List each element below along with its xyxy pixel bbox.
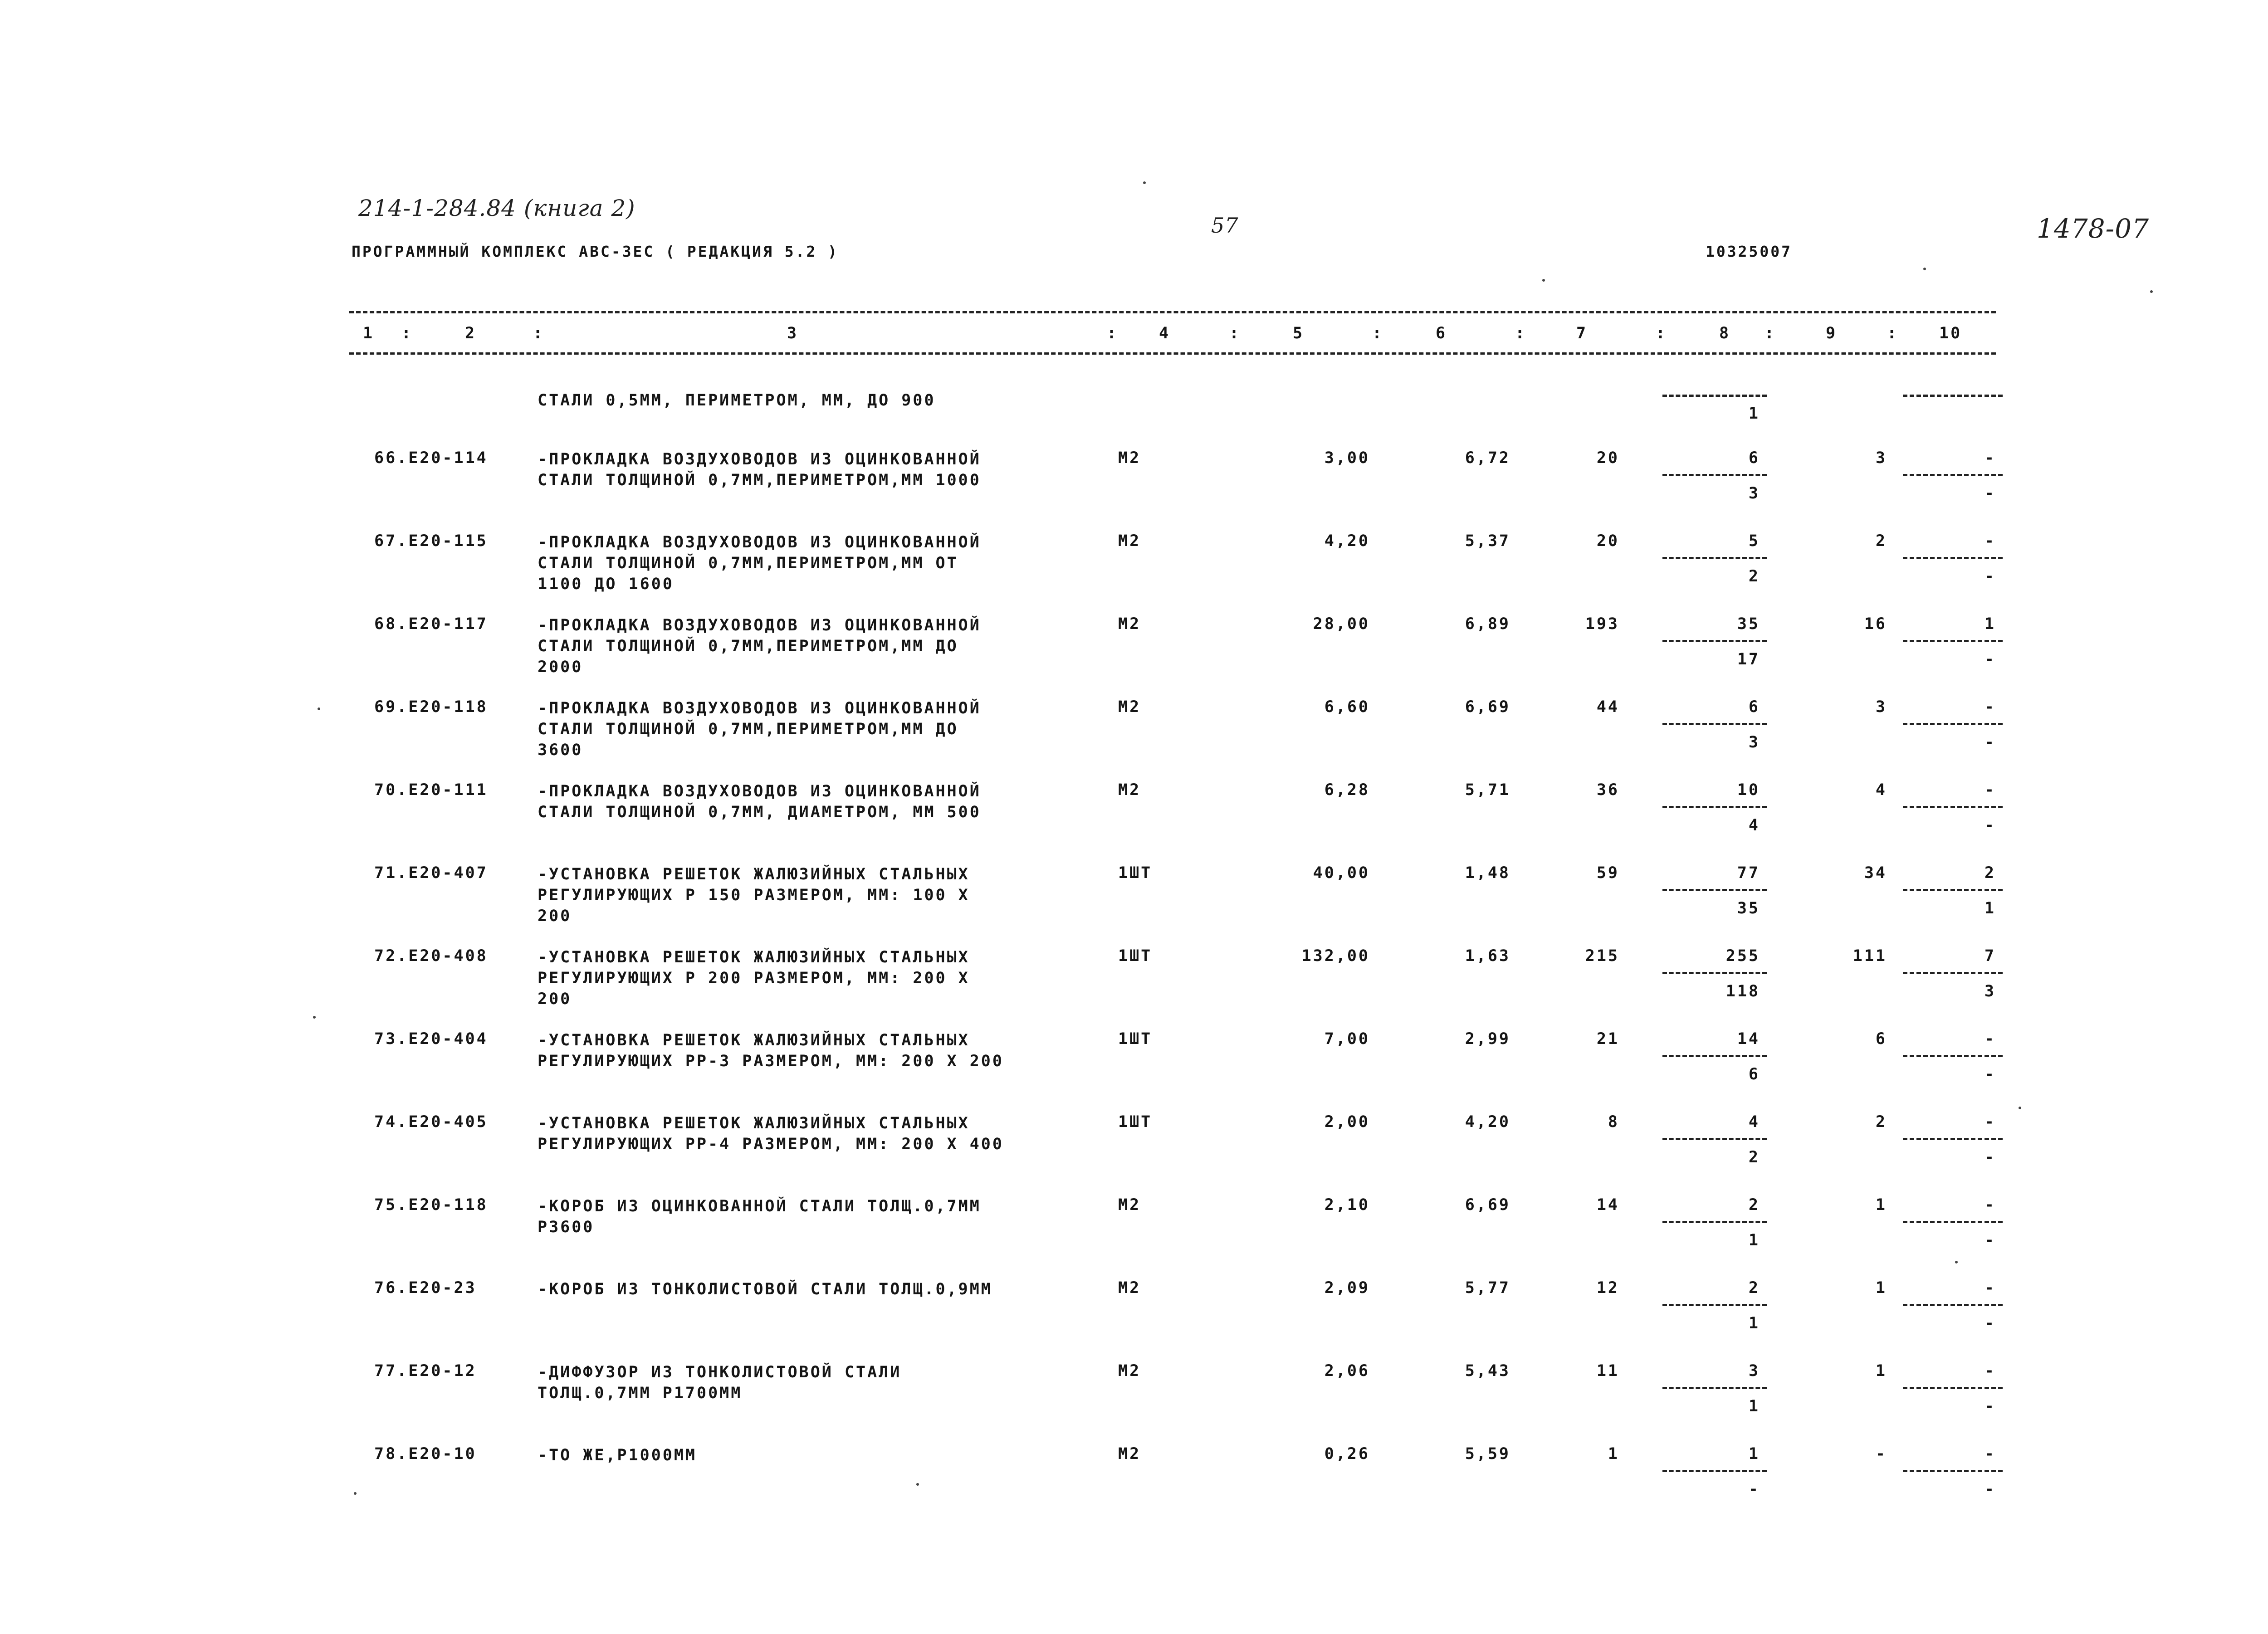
description-line: 200 — [538, 907, 572, 925]
scan-speck — [1542, 279, 1545, 282]
row-col8: 77 — [1737, 864, 1760, 882]
row-col8: 35 — [1737, 615, 1760, 633]
column-separator: : — [1229, 324, 1241, 342]
row-col7: 44 — [1596, 698, 1619, 716]
document-reference: 214-1-284.84 (книга 2) — [358, 195, 635, 221]
row-quantity: 0,26 — [1324, 1445, 1370, 1463]
subtotal-divider — [1662, 640, 1767, 642]
description-line: -ПРОКЛАДКА ВОЗДУХОВОДОВ ИЗ ОЦИНКОВАННОЙ — [538, 450, 981, 468]
column-header: 3 — [787, 324, 799, 342]
subtotal-divider — [1662, 1055, 1767, 1057]
column-header: 7 — [1576, 324, 1588, 342]
row-col9: 6 — [1875, 1030, 1887, 1048]
scan-speck — [1143, 181, 1146, 184]
header-rule-bottom — [349, 352, 1996, 355]
description-line: 2000 — [538, 658, 583, 676]
table-row — [0, 1362, 2268, 1439]
subtotal-divider — [1903, 972, 2003, 974]
row-col8-sub: 1 — [1748, 1314, 1760, 1332]
row-col9: 1 — [1875, 1196, 1887, 1214]
column-separator: : — [401, 324, 413, 342]
subtotal-divider — [1662, 806, 1767, 808]
row-col6: 1,48 — [1465, 864, 1510, 882]
subtotal-divider — [1903, 557, 2003, 559]
row-col10-sub: 1 — [1984, 899, 1996, 917]
row-col7: 12 — [1596, 1279, 1619, 1297]
description-line: СТАЛИ ТОЛЩИНОЙ 0,7ММ,ПЕРИМЕТРОМ,ММ 1000 — [538, 471, 981, 489]
subtotal-divider — [1662, 1138, 1767, 1140]
row-quantity: 132,00 — [1301, 947, 1370, 965]
row-unit: М2 — [1118, 449, 1141, 467]
description-line: СТАЛИ ТОЛЩИНОЙ 0,7ММ,ПЕРИМЕТРОМ,ММ ДО — [538, 720, 958, 738]
row-description — [538, 781, 981, 823]
row-quantity: 2,10 — [1324, 1196, 1370, 1214]
row-col6: 5,77 — [1465, 1279, 1510, 1297]
row-col8: 14 — [1737, 1030, 1760, 1048]
row-code: 67.Е20-115 — [374, 532, 488, 550]
row-unit: 1ШТ — [1118, 864, 1153, 882]
row-col10: - — [1984, 698, 1996, 716]
description-line: РЕГУЛИРУЮЩИХ Р 200 РАЗМЕРОМ, ММ: 200 Х — [538, 969, 970, 987]
row-col6: 4,20 — [1465, 1113, 1510, 1131]
subtotal-divider — [1903, 1387, 2003, 1389]
table-row — [0, 947, 2268, 1024]
row-col9: - — [1875, 1445, 1887, 1463]
row-quantity: 2,06 — [1324, 1362, 1370, 1380]
description-line: -УСТАНОВКА РЕШЕТОК ЖАЛЮЗИЙНЫХ СТАЛЬНЫХ — [538, 1031, 970, 1049]
description-line: -ТО ЖЕ,Р1000ММ — [538, 1446, 697, 1464]
row-col7: 20 — [1596, 449, 1619, 467]
row-col10: - — [1984, 532, 1996, 550]
row-code: 73.Е20-404 — [374, 1030, 488, 1048]
scan-speck — [318, 707, 320, 710]
row-unit: 1ШТ — [1118, 947, 1153, 965]
row-code: 71.Е20-407 — [374, 864, 488, 882]
table-row — [0, 1445, 2268, 1522]
row-col8-sub: 3 — [1748, 484, 1760, 502]
row-col8-sub: - — [1748, 1480, 1760, 1498]
row-quantity: 6,28 — [1324, 781, 1370, 799]
column-separator: : — [1765, 324, 1776, 342]
row-unit: М2 — [1118, 1196, 1141, 1214]
row-code: 77.Е20-12 — [374, 1362, 477, 1380]
subtotal-divider — [1662, 474, 1767, 476]
row-col8-sub: 17 — [1737, 650, 1760, 668]
description-line: -ПРОКЛАДКА ВОЗДУХОВОДОВ ИЗ ОЦИНКОВАННОЙ — [538, 782, 981, 800]
row-description — [538, 1445, 697, 1466]
description-line: ТОЛЩ.0,7ММ Р1700ММ — [538, 1384, 743, 1402]
row-col8: 6 — [1748, 449, 1760, 467]
row-col8-sub: 2 — [1748, 567, 1760, 585]
row-description — [538, 1196, 981, 1238]
row-col8-sub: 118 — [1725, 982, 1760, 1000]
column-separator: : — [1656, 324, 1667, 342]
row-quantity: 28,00 — [1313, 615, 1370, 633]
continuation-text: СТАЛИ 0,5ММ, ПЕРИМЕТРОМ, ММ, ДО 900 — [538, 391, 936, 410]
subtotal-divider — [1662, 1470, 1767, 1472]
row-description — [538, 615, 981, 678]
subtotal-divider — [1903, 1470, 2003, 1472]
row-unit: М2 — [1118, 615, 1141, 633]
subtotal-divider — [1903, 1221, 2003, 1223]
row-col6: 5,71 — [1465, 781, 1510, 799]
row-col8: 4 — [1748, 1113, 1760, 1131]
description-line: РЕГУЛИРУЮЩИХ РР-3 РАЗМЕРОМ, ММ: 200 Х 200 — [538, 1052, 1004, 1070]
row-col6: 2,99 — [1465, 1030, 1510, 1048]
subtotal-divider — [1662, 1387, 1767, 1389]
row-col6: 6,69 — [1465, 1196, 1510, 1214]
row-description — [538, 1113, 1004, 1155]
subtotal-divider — [1662, 557, 1767, 559]
row-col10-sub: - — [1984, 1148, 1996, 1166]
row-col8: 10 — [1737, 781, 1760, 799]
subtotal-divider — [1662, 1221, 1767, 1223]
row-col8: 3 — [1748, 1362, 1760, 1380]
description-line: -ПРОКЛАДКА ВОЗДУХОВОДОВ ИЗ ОЦИНКОВАННОЙ — [538, 616, 981, 634]
row-unit: М2 — [1118, 698, 1141, 716]
row-col9: 34 — [1864, 864, 1887, 882]
subtotal-divider — [1903, 1138, 2003, 1140]
subtotal-divider — [1662, 1304, 1767, 1306]
row-col10-sub: - — [1984, 1065, 1996, 1083]
row-col8-sub: 6 — [1748, 1065, 1760, 1083]
row-description — [538, 698, 981, 761]
row-col7: 21 — [1596, 1030, 1619, 1048]
scan-speck — [354, 1492, 357, 1495]
table-row — [0, 449, 2268, 526]
row-quantity: 3,00 — [1324, 449, 1370, 467]
column-header: 1 — [363, 324, 375, 342]
subtotal-divider — [1662, 889, 1767, 891]
row-col10-sub: 3 — [1984, 982, 1996, 1000]
description-line: РЕГУЛИРУЮЩИХ Р 150 РАЗМЕРОМ, ММ: 100 Х — [538, 886, 970, 904]
row-col10-sub: - — [1984, 816, 1996, 834]
row-col7: 36 — [1596, 781, 1619, 799]
description-line: СТАЛИ ТОЛЩИНОЙ 0,7ММ, ДИАМЕТРОМ, ММ 500 — [538, 803, 981, 821]
row-col9: 2 — [1875, 1113, 1887, 1131]
row-col6: 6,69 — [1465, 698, 1510, 716]
row-col6: 1,63 — [1465, 947, 1510, 965]
row-description — [538, 449, 981, 491]
column-separator: : — [1372, 324, 1384, 342]
description-line: Р3600 — [538, 1218, 595, 1236]
row-description — [538, 1030, 1004, 1072]
row-quantity: 7,00 — [1324, 1030, 1370, 1048]
description-line: -КОРОБ ИЗ ТОНКОЛИСТОВОЙ СТАЛИ ТОЛЩ.0,9ММ — [538, 1280, 992, 1298]
row-col10: - — [1984, 1030, 1996, 1048]
row-col7: 215 — [1585, 947, 1619, 965]
row-col7: 11 — [1596, 1362, 1619, 1380]
row-col10: - — [1984, 1196, 1996, 1214]
description-line: 3600 — [538, 741, 583, 759]
program-line: ПРОГРАММНЫЙ КОМПЛЕКС АВС-ЗЕС ( РЕДАКЦИЯ 5.2 ) — [352, 243, 839, 260]
row-code: 69.Е20-118 — [374, 698, 488, 716]
subtotal-divider — [1903, 723, 2003, 725]
row-unit: М2 — [1118, 532, 1141, 550]
row-description — [538, 1279, 992, 1300]
subtotal-divider — [1903, 474, 2003, 476]
row-unit: М2 — [1118, 1362, 1141, 1380]
subtotal-divider — [1903, 1055, 2003, 1057]
table-row — [0, 1113, 2268, 1190]
subtotal-divider — [1903, 640, 2003, 642]
column-header: 6 — [1436, 324, 1447, 342]
row-col9: 2 — [1875, 532, 1887, 550]
subtotal-divider — [1903, 806, 2003, 808]
row-code: 66.Е20-114 — [374, 449, 488, 467]
row-col8: 2 — [1748, 1196, 1760, 1214]
row-col7: 20 — [1596, 532, 1619, 550]
row-col8: 2 — [1748, 1279, 1760, 1297]
row-col8-sub: 1 — [1748, 1397, 1760, 1415]
row-col6: 5,37 — [1465, 532, 1510, 550]
row-col10-sub: - — [1984, 1480, 1996, 1498]
description-line: -УСТАНОВКА РЕШЕТОК ЖАЛЮЗИЙНЫХ СТАЛЬНЫХ — [538, 948, 970, 966]
row-col8: 1 — [1748, 1445, 1760, 1463]
description-line: -ПРОКЛАДКА ВОЗДУХОВОДОВ ИЗ ОЦИНКОВАННОЙ — [538, 533, 981, 551]
row-unit: М2 — [1118, 781, 1141, 799]
row-col10-sub: - — [1984, 650, 1996, 668]
table-row — [0, 864, 2268, 941]
row-col6: 5,59 — [1465, 1445, 1510, 1463]
row-col9: 1 — [1875, 1362, 1887, 1380]
row-col10: - — [1984, 1113, 1996, 1131]
row-code: 74.Е20-405 — [374, 1113, 488, 1131]
row-col9: 16 — [1864, 615, 1887, 633]
row-col7: 1 — [1608, 1445, 1619, 1463]
column-header: 5 — [1293, 324, 1305, 342]
row-description — [538, 532, 981, 595]
column-header: 2 — [465, 324, 477, 342]
row-quantity: 40,00 — [1313, 864, 1370, 882]
row-col10-sub: - — [1984, 1314, 1996, 1332]
row-col6: 6,72 — [1465, 449, 1510, 467]
row-col10: - — [1984, 781, 1996, 799]
subtotal-divider — [1903, 395, 2003, 397]
row-unit: 1ШТ — [1118, 1113, 1153, 1131]
row-col10: 7 — [1984, 947, 1996, 965]
row-col10: - — [1984, 449, 1996, 467]
row-code: 72.Е20-408 — [374, 947, 488, 965]
row-col9: 111 — [1853, 947, 1887, 965]
row-col10-sub: - — [1984, 567, 1996, 585]
scan-speck — [1955, 1261, 1958, 1263]
row-col10: - — [1984, 1362, 1996, 1380]
row-col10-sub: - — [1984, 1231, 1996, 1249]
row-col10: 1 — [1984, 615, 1996, 633]
row-unit: 1ШТ — [1118, 1030, 1153, 1048]
row-col10: - — [1984, 1445, 1996, 1463]
row-col8: 5 — [1748, 532, 1760, 550]
row-code: 70.Е20-111 — [374, 781, 488, 799]
row-col8: 6 — [1748, 698, 1760, 716]
header-rule-top — [349, 311, 1996, 313]
row-col8-sub: 35 — [1737, 899, 1760, 917]
description-line: СТАЛИ ТОЛЩИНОЙ 0,7ММ,ПЕРИМЕТРОМ,ММ ДО — [538, 637, 958, 655]
row-col10: - — [1984, 1279, 1996, 1297]
column-separator: : — [1887, 324, 1899, 342]
scan-speck — [916, 1483, 919, 1486]
scan-speck — [1923, 268, 1926, 270]
row-code: 76.Е20-23 — [374, 1279, 477, 1297]
description-line: РЕГУЛИРУЮЩИХ РР-4 РАЗМЕРОМ, ММ: 200 Х 400 — [538, 1135, 1004, 1153]
row-col9: 3 — [1875, 698, 1887, 716]
row-col10-sub: - — [1984, 1397, 1996, 1415]
row-col8-sub: 4 — [1748, 816, 1760, 834]
scan-speck — [2019, 1107, 2021, 1109]
table-row — [0, 1279, 2268, 1356]
row-col6: 5,43 — [1465, 1362, 1510, 1380]
description-line: -ДИФФУЗОР ИЗ ТОНКОЛИСТОВОЙ СТАЛИ — [538, 1363, 902, 1381]
row-col10-sub: - — [1984, 484, 1996, 502]
description-line: СТАЛИ ТОЛЩИНОЙ 0,7ММ,ПЕРИМЕТРОМ,ММ ОТ — [538, 554, 958, 572]
column-separator: : — [1515, 324, 1527, 342]
column-separator: : — [1107, 324, 1119, 342]
row-col10-sub: - — [1984, 733, 1996, 751]
code-number: 10325007 — [1706, 243, 1792, 260]
column-header: 9 — [1826, 324, 1838, 342]
column-header: 8 — [1719, 324, 1731, 342]
row-col9: 4 — [1875, 781, 1887, 799]
table-row — [0, 615, 2268, 692]
row-quantity: 6,60 — [1324, 698, 1370, 716]
row-quantity: 2,09 — [1324, 1279, 1370, 1297]
row-description — [538, 1362, 901, 1404]
row-col9: 3 — [1875, 449, 1887, 467]
row-col7: 59 — [1596, 864, 1619, 882]
table-row — [0, 532, 2268, 609]
row-code: 78.Е20-10 — [374, 1445, 477, 1463]
row-col8-sub: 1 — [1748, 1231, 1760, 1249]
row-quantity: 2,00 — [1324, 1113, 1370, 1131]
row-col9: 1 — [1875, 1279, 1887, 1297]
table-row — [0, 698, 2268, 775]
row-col8-sub: 3 — [1748, 733, 1760, 751]
row-unit: М2 — [1118, 1445, 1141, 1463]
row-col7: 193 — [1585, 615, 1619, 633]
row-col10: 2 — [1984, 864, 1996, 882]
description-line: -УСТАНОВКА РЕШЕТОК ЖАЛЮЗИЙНЫХ СТАЛЬНЫХ — [538, 1114, 970, 1132]
subtotal-divider — [1903, 889, 2003, 891]
scan-speck — [2150, 290, 2153, 293]
column-header: 10 — [1939, 324, 1962, 342]
column-separator: : — [533, 324, 545, 342]
table-row — [0, 781, 2268, 858]
description-line: -ПРОКЛАДКА ВОЗДУХОВОДОВ ИЗ ОЦИНКОВАННОЙ — [538, 699, 981, 717]
row-code: 68.Е20-117 — [374, 615, 488, 633]
description-line: -КОРОБ ИЗ ОЦИНКОВАННОЙ СТАЛИ ТОЛЩ.0,7ММ — [538, 1197, 981, 1215]
subtotal-divider — [1903, 1304, 2003, 1306]
row-description — [538, 864, 970, 927]
subtotal-divider — [1662, 972, 1767, 974]
description-line: 200 — [538, 990, 572, 1008]
handwritten-stamp: 1478-07 — [2037, 213, 2150, 244]
row-unit: М2 — [1118, 1279, 1141, 1297]
c8-sub-value: 1 — [1748, 405, 1760, 423]
description-line: -УСТАНОВКА РЕШЕТОК ЖАЛЮЗИЙНЫХ СТАЛЬНЫХ — [538, 865, 970, 883]
description-line: 1100 ДО 1600 — [538, 575, 674, 593]
row-col6: 6,89 — [1465, 615, 1510, 633]
page-number: 57 — [1211, 213, 1239, 238]
row-col7: 8 — [1608, 1113, 1619, 1131]
row-code: 75.Е20-118 — [374, 1196, 488, 1214]
row-col8: 255 — [1725, 947, 1760, 965]
table-row — [0, 1196, 2268, 1273]
subtotal-divider — [1662, 395, 1767, 397]
table-row — [0, 1030, 2268, 1107]
row-col8-sub: 2 — [1748, 1148, 1760, 1166]
subtotal-divider — [1662, 723, 1767, 725]
scan-speck — [313, 1016, 316, 1019]
row-col7: 14 — [1596, 1196, 1619, 1214]
column-header: 4 — [1159, 324, 1171, 342]
row-quantity: 4,20 — [1324, 532, 1370, 550]
row-description — [538, 947, 970, 1010]
